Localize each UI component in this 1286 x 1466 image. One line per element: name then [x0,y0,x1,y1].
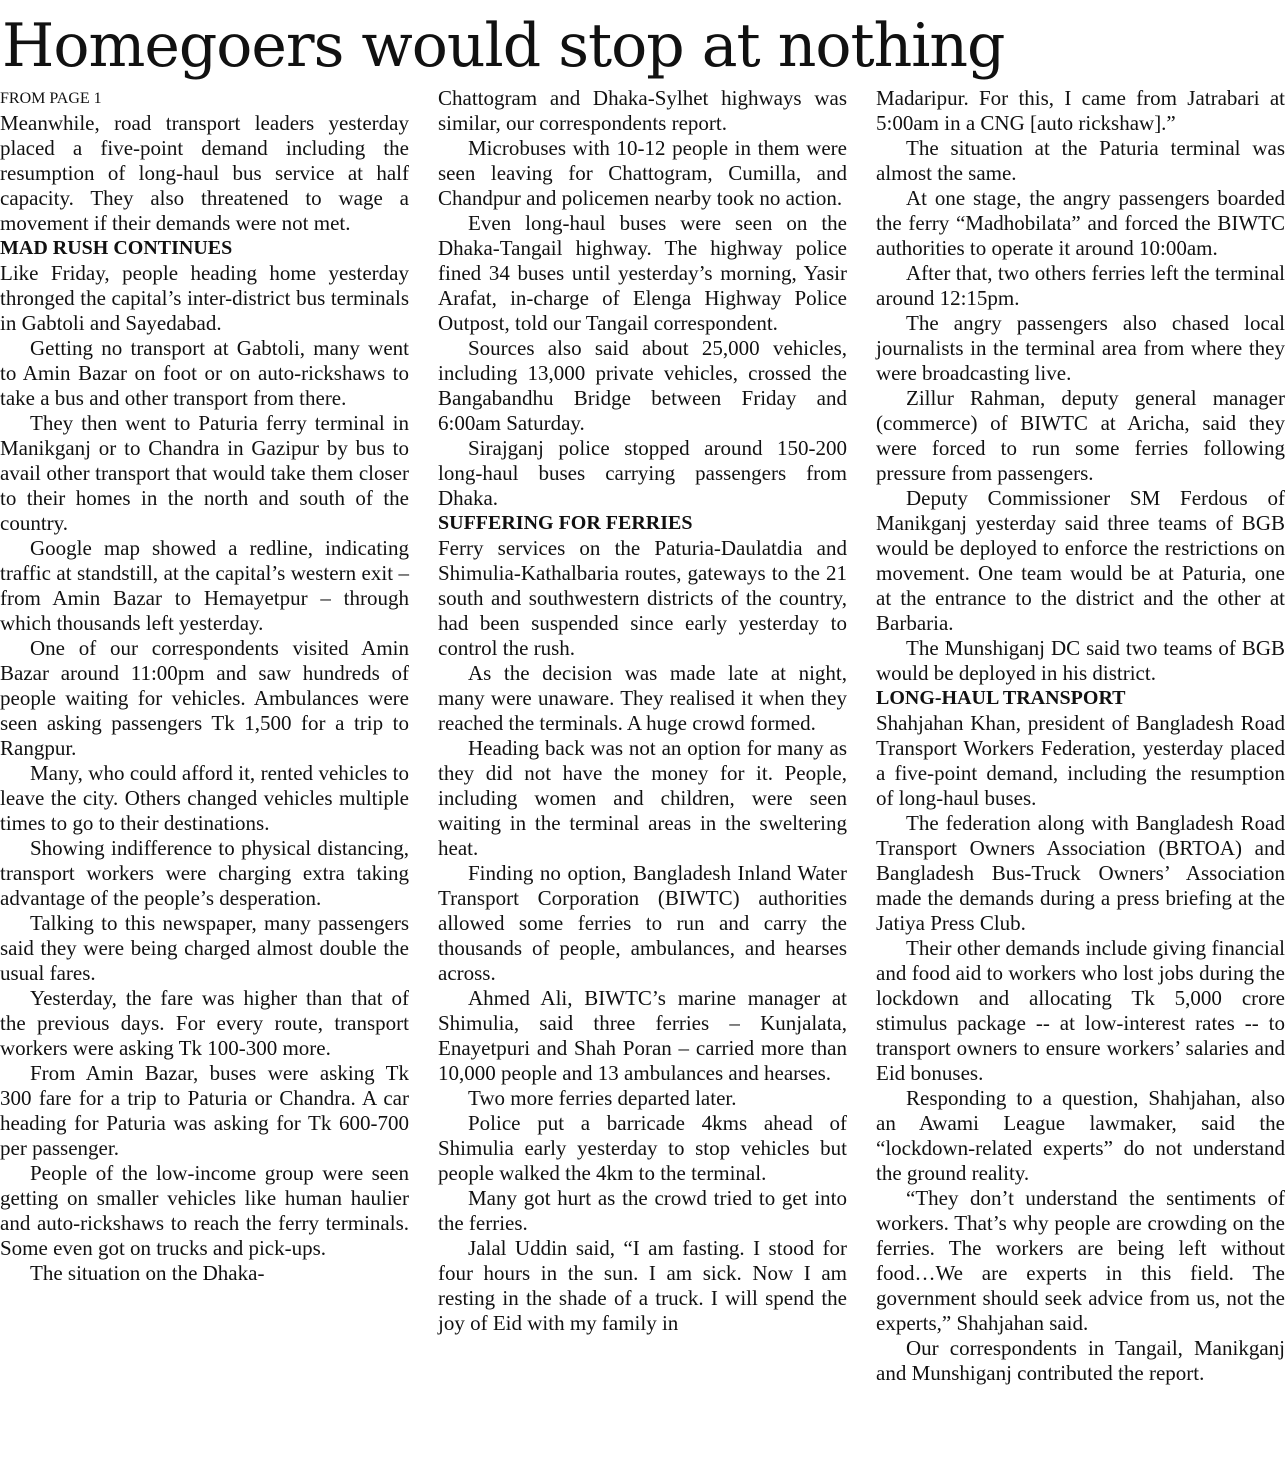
article-paragraph: As the decision was made late at night, many were unaware. They realised it when they reached the terminals. A huge crowd formed. [438,661,847,735]
article-paragraph: Chattogram and Dhaka-Sylhet highways was similar, our correspondents report. [438,86,847,135]
article-paragraph: Heading back was not an option for many as they did not have the money for it. People, including women and children, were seen waiting in the terminal areas in the sweltering heat. [438,736,847,860]
article-paragraph: Getting no transport at Gabtoli, many went to Amin Bazar on foot or on auto-rickshaws to take a bus and other transport from there. [0,336,409,410]
article-paragraph: Sources also said about 25,000 vehicles, including 13,000 private vehicles, crossed the Bangabandhu Bridge between Friday and 6:00am Saturday. [438,336,847,435]
article-paragraph: Shahjahan Khan, president of Bangladesh Road Transport Workers Federation, yesterday placed a five-point demand, including the resumption of long-haul buses. [876,711,1285,810]
article-column-2 [438,86,847,1336]
article-paragraph: One of our correspondents visited Amin Bazar around 11:00pm and saw hundreds of people waiting for vehicles. Ambulances were seen asking passengers Tk 1,500 for a trip to Rangpur. [0,636,409,760]
article-paragraph: Showing indifference to physical distancing, transport workers were charging extra taking advantage of the people’s desperation. [0,836,409,910]
article-paragraph: Google map showed a redline, indicating traffic at standstill, at the capital’s western exit – from Amin Bazar to Hemayetpur – through which thousands left yesterday. [0,536,409,635]
article-paragraph: Finding no option, Bangladesh Inland Water Transport Corporation (BIWTC) authorities allowed some ferries to run and carry the thousands of people, ambulances, and hearses across. [438,861,847,985]
article-paragraph: Talking to this newspaper, many passengers said they were being charged almost double the usual fares. [0,911,409,985]
article-paragraph: Microbuses with 10-12 people in them were seen leaving for Chattogram, Cumilla, and Chandpur and policemen nearby took no action. [438,136,847,210]
article-paragraph: Our correspondents in Tangail, Manikganj and Munshiganj contributed the report. [876,1336,1285,1385]
article-paragraph: From Amin Bazar, buses were asking Tk 300 fare for a trip to Paturia or Chandra. A car heading for Paturia was asking for Tk 600-700 per passenger. [0,1061,409,1160]
article-paragraph: The angry passengers also chased local journalists in the terminal area from where they were broadcasting live. [876,311,1285,385]
article-column-3 [876,86,1285,1386]
article-paragraph: Zillur Rahman, deputy general manager (commerce) of BIWTC at Aricha, said they were forced to run some ferries following pressure from passengers. [876,386,1285,485]
article-paragraph: At one stage, the angry passengers boarded the ferry “Madhobilata” and forced the BIWTC authorities to operate it around 10:00am. [876,186,1285,260]
article-paragraph: Like Friday, people heading home yesterday thronged the capital’s inter-district bus terminals in Gabtoli and Sayedabad. [0,261,409,335]
article-paragraph: Police put a barricade 4kms ahead of Shimulia early yesterday to stop vehicles but people walked the 4km to the terminal. [438,1111,847,1185]
section-subhead: LONG-HAUL TRANSPORT [876,687,1126,709]
article-paragraph: The Munshiganj DC said two teams of BGB would be deployed in his district. [876,636,1285,685]
article-paragraph: Their other demands include giving financial and food aid to workers who lost jobs during the lockdown and allocating Tk 5,000 crore stimulus package -- at low-interest rates -- to transport owners to ensure workers’ salaries and Eid bonuses. [876,936,1285,1085]
section-subhead: MAD RUSH CONTINUES [0,237,233,259]
article-column-1 [0,86,409,1286]
article-paragraph: The federation along with Bangladesh Road Transport Owners Association (BRTOA) and Bangladesh Bus-Truck Owners’ Association made the demands during a press briefing at the Jatiya Press Club. [876,811,1285,935]
article-paragraph: Sirajganj police stopped around 150-200 long-haul buses carrying passengers from Dhaka. [438,436,847,510]
continuation-kicker: FROM PAGE 1 [0,90,102,107]
article-paragraph: Even long-haul buses were seen on the Dhaka-Tangail highway. The highway police fined 34 buses until yesterday’s morning, Yasir Arafat, in-charge of Elenga Highway Police Outpost, told our Tangail correspondent. [438,211,847,335]
article-paragraph: Ferry services on the Paturia-Daulatdia and Shimulia-Kathalbaria routes, gateways to the 21 south and southwestern districts of the country, had been suspended since early yesterday to control the rush. [438,536,847,660]
article-paragraph: Meanwhile, road transport leaders yesterday placed a five-point demand including the resumption of long-haul bus service at half capacity. They also threatened to wage a movement if their demands were not met. [0,111,409,235]
article-paragraph: Two more ferries departed later. [468,1086,737,1110]
article-paragraph: Yesterday, the fare was higher than that of the previous days. For every route, transport workers were asking Tk 100-300 more. [0,986,409,1060]
article-paragraph: Responding to a question, Shahjahan, also an Awami League lawmaker, said the “lockdown-related experts” do not understand the ground reality. [876,1086,1285,1185]
article-paragraph: The situation on the Dhaka- [30,1261,265,1285]
article-paragraph: Many got hurt as the crowd tried to get into the ferries. [438,1186,847,1235]
article-paragraph: They then went to Paturia ferry terminal in Manikganj or to Chandra in Gazipur by bus to avail other transport that would take them closer to their homes in the north and south of the country. [0,411,409,535]
article-paragraph: Jalal Uddin said, “I am fasting. I stood for four hours in the sun. I am sick. Now I am resting in the shade of a truck. I will spend the joy of Eid with my family in [438,1236,847,1335]
headline: Homegoers would stop at nothing [2,11,1005,81]
article-paragraph: Deputy Commissioner SM Ferdous of Manikganj yesterday said three teams of BGB would be deployed to enforce the restrictions on movement. One team would be at Paturia, one at the entrance to the district and the other at Barbaria. [876,486,1285,635]
article-paragraph: People of the low-income group were seen getting on smaller vehicles like human haulier and auto-rickshaws to reach the ferry terminals. Some even got on trucks and pick-ups. [0,1161,409,1260]
article-paragraph: Many, who could afford it, rented vehicles to leave the city. Others changed vehicles multiple times to go to their destinations. [0,761,409,835]
article-paragraph: “They don’t understand the sentiments of workers. That’s why people are crowding on the ferries. The workers are being left without food…We are experts in this field. The government should seek advice from us, not the experts,” Shahjahan said. [876,1186,1285,1335]
article-paragraph: The situation at the Paturia terminal was almost the same. [876,136,1285,185]
article-paragraph: After that, two others ferries left the terminal around 12:15pm. [876,261,1285,310]
article-paragraph: Ahmed Ali, BIWTC’s marine manager at Shimulia, said three ferries – Kunjalata, Enayetpuri and Shah Poran – carried more than 10,000 people and 13 ambulances and hearses. [438,986,847,1085]
section-subhead: SUFFERING FOR FERRIES [438,512,693,534]
article-paragraph: Madaripur. For this, I came from Jatrabari at 5:00am in a CNG [auto rickshaw].” [876,86,1285,135]
